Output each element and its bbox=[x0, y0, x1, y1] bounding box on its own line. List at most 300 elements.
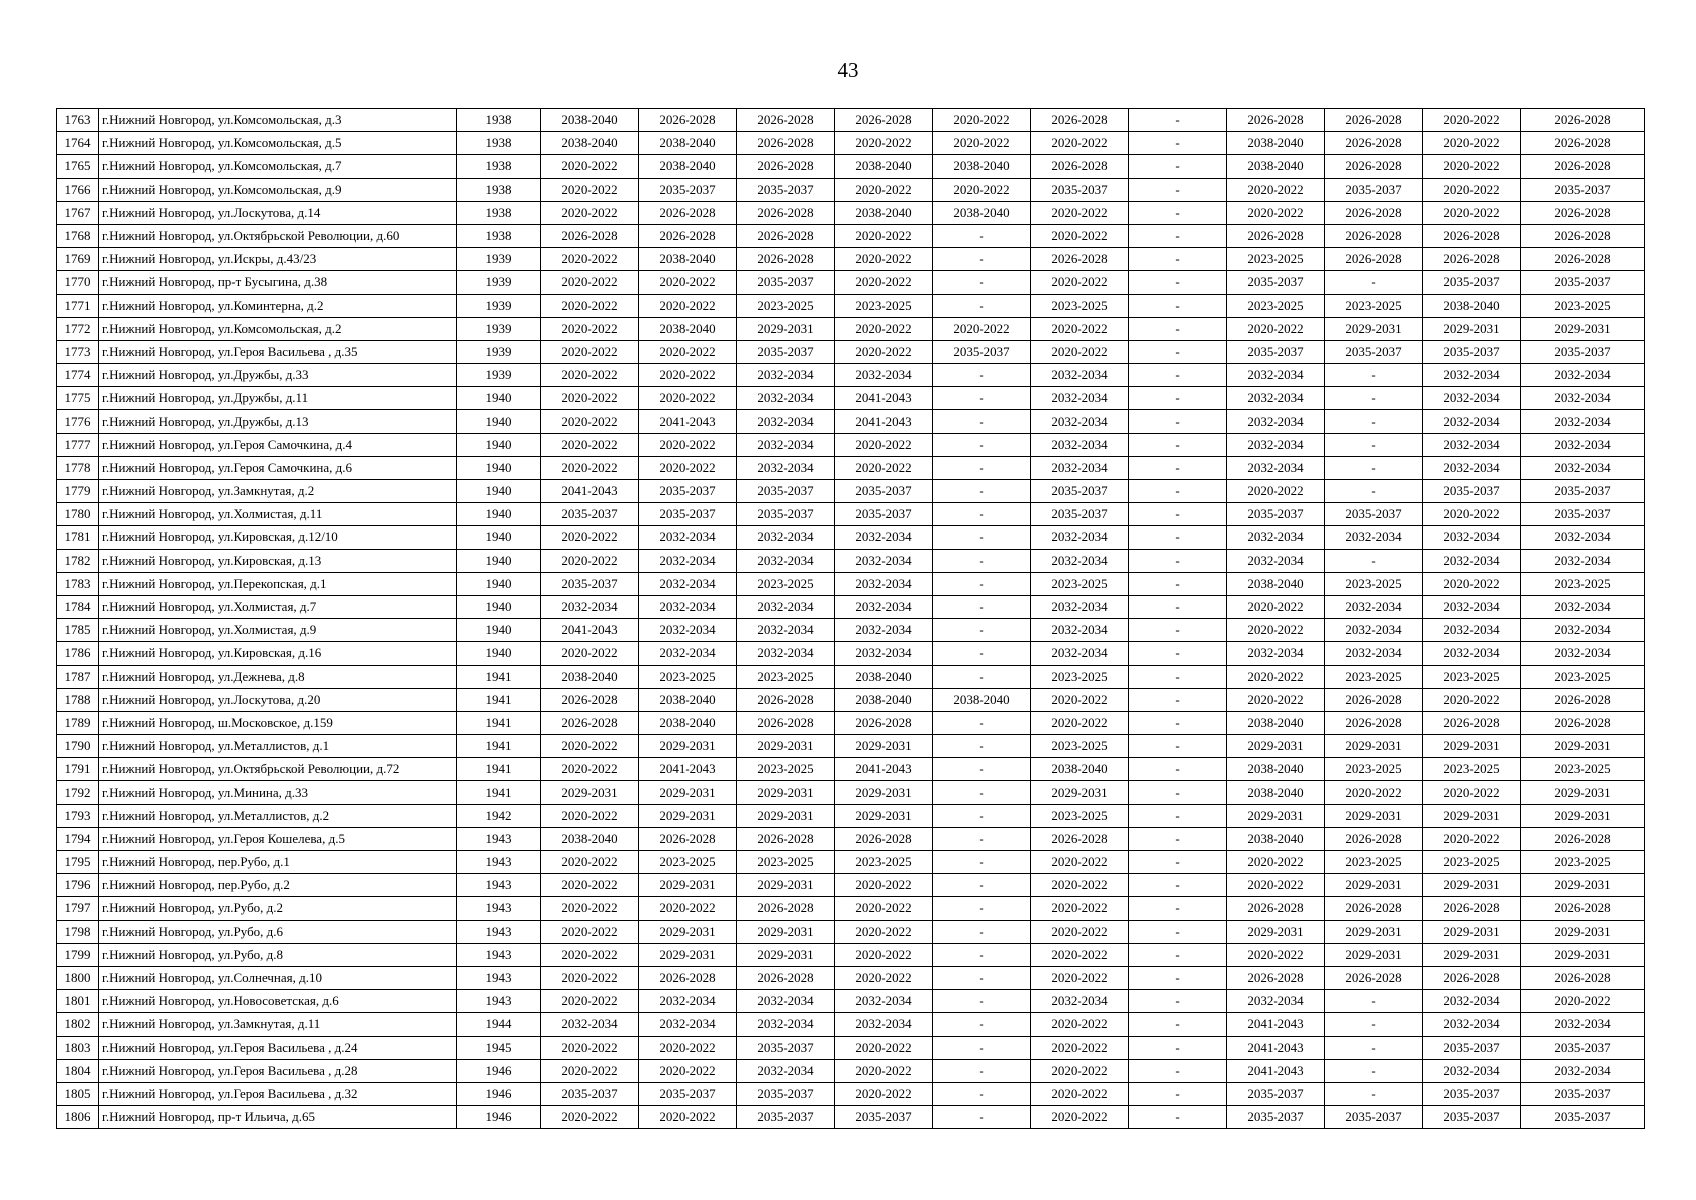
period-cell: 2026-2028 bbox=[1521, 109, 1645, 132]
address-cell: г.Нижний Новгород, ул.Искры, д.43/23 bbox=[99, 248, 457, 271]
row-number-cell: 1776 bbox=[57, 410, 99, 433]
period-cell: - bbox=[1325, 433, 1423, 456]
row-number-cell: 1763 bbox=[57, 109, 99, 132]
period-cell: - bbox=[933, 1013, 1031, 1036]
table-row bbox=[57, 943, 1645, 966]
period-cell: 2032-2034 bbox=[1423, 456, 1521, 479]
period-cell: - bbox=[933, 642, 1031, 665]
period-cell: - bbox=[1325, 1013, 1423, 1036]
year-cell: 1940 bbox=[457, 456, 541, 479]
period-cell: 2020-2022 bbox=[1227, 874, 1325, 897]
table-row bbox=[57, 456, 1645, 479]
period-cell: 2026-2028 bbox=[1521, 248, 1645, 271]
period-cell: - bbox=[933, 1036, 1031, 1059]
period-cell: 2020-2022 bbox=[1031, 688, 1129, 711]
table-row bbox=[57, 595, 1645, 618]
table-row bbox=[57, 410, 1645, 433]
period-cell: 2032-2034 bbox=[835, 990, 933, 1013]
period-cell: 2029-2031 bbox=[1325, 920, 1423, 943]
period-cell: - bbox=[933, 758, 1031, 781]
period-cell: 2020-2022 bbox=[541, 317, 639, 340]
row-number-cell: 1775 bbox=[57, 387, 99, 410]
period-cell: 2026-2028 bbox=[639, 966, 737, 989]
period-cell: 2032-2034 bbox=[1423, 619, 1521, 642]
period-cell: 2038-2040 bbox=[639, 155, 737, 178]
period-cell: - bbox=[1129, 897, 1227, 920]
year-cell: 1946 bbox=[457, 1082, 541, 1105]
year-cell: 1939 bbox=[457, 364, 541, 387]
table-body bbox=[57, 109, 1645, 1129]
period-cell: 2038-2040 bbox=[639, 711, 737, 734]
address-cell: г.Нижний Новгород, ул.Новосоветская, д.6 bbox=[99, 990, 457, 1013]
period-cell: 2032-2034 bbox=[639, 572, 737, 595]
period-cell: 2026-2028 bbox=[1423, 224, 1521, 247]
period-cell: 2020-2022 bbox=[639, 340, 737, 363]
row-number-cell: 1795 bbox=[57, 851, 99, 874]
period-cell: 2032-2034 bbox=[1521, 642, 1645, 665]
period-cell: 2023-2025 bbox=[1227, 248, 1325, 271]
period-cell: 2029-2031 bbox=[1423, 874, 1521, 897]
period-cell: - bbox=[1129, 526, 1227, 549]
period-cell: 2041-2043 bbox=[835, 410, 933, 433]
year-cell: 1941 bbox=[457, 688, 541, 711]
period-cell: 2026-2028 bbox=[1227, 897, 1325, 920]
period-cell: 2020-2022 bbox=[541, 966, 639, 989]
period-cell: 2029-2031 bbox=[639, 943, 737, 966]
year-cell: 1941 bbox=[457, 711, 541, 734]
period-cell: - bbox=[1129, 595, 1227, 618]
table-row bbox=[57, 248, 1645, 271]
period-cell: 2029-2031 bbox=[1227, 920, 1325, 943]
period-cell: - bbox=[933, 966, 1031, 989]
period-cell: - bbox=[1129, 851, 1227, 874]
period-cell: - bbox=[1129, 711, 1227, 734]
table-row bbox=[57, 1059, 1645, 1082]
address-cell: г.Нижний Новгород, ул.Перекопская, д.1 bbox=[99, 572, 457, 595]
address-cell: г.Нижний Новгород, ул.Дружбы, д.11 bbox=[99, 387, 457, 410]
period-cell: 2032-2034 bbox=[1227, 549, 1325, 572]
period-cell: - bbox=[933, 456, 1031, 479]
period-cell: 2041-2043 bbox=[1227, 1059, 1325, 1082]
period-cell: - bbox=[1129, 410, 1227, 433]
address-cell: г.Нижний Новгород, ул.Дружбы, д.33 bbox=[99, 364, 457, 387]
period-cell: 2020-2022 bbox=[835, 1036, 933, 1059]
year-cell: 1944 bbox=[457, 1013, 541, 1036]
period-cell: 2032-2034 bbox=[1227, 410, 1325, 433]
year-cell: 1945 bbox=[457, 1036, 541, 1059]
period-cell: 2020-2022 bbox=[1227, 317, 1325, 340]
year-cell: 1940 bbox=[457, 433, 541, 456]
address-cell: г.Нижний Новгород, пр-т Бусыгина, д.38 bbox=[99, 271, 457, 294]
period-cell: 2020-2022 bbox=[1423, 132, 1521, 155]
period-cell: 2020-2022 bbox=[933, 132, 1031, 155]
period-cell: 2020-2022 bbox=[1031, 224, 1129, 247]
year-cell: 1940 bbox=[457, 549, 541, 572]
period-cell: 2020-2022 bbox=[639, 456, 737, 479]
period-cell: 2020-2022 bbox=[639, 433, 737, 456]
period-cell: 2032-2034 bbox=[639, 549, 737, 572]
period-cell: 2026-2028 bbox=[1325, 109, 1423, 132]
row-number-cell: 1767 bbox=[57, 201, 99, 224]
period-cell: - bbox=[1129, 642, 1227, 665]
period-cell: 2020-2022 bbox=[835, 433, 933, 456]
period-cell: 2023-2025 bbox=[737, 294, 835, 317]
row-number-cell: 1770 bbox=[57, 271, 99, 294]
period-cell: 2020-2022 bbox=[541, 851, 639, 874]
table-row bbox=[57, 920, 1645, 943]
period-cell: 2032-2034 bbox=[1521, 526, 1645, 549]
period-cell: 2023-2025 bbox=[1325, 665, 1423, 688]
period-cell: - bbox=[1325, 364, 1423, 387]
row-number-cell: 1791 bbox=[57, 758, 99, 781]
period-cell: 2020-2022 bbox=[933, 178, 1031, 201]
period-cell: 2020-2022 bbox=[835, 874, 933, 897]
period-cell: - bbox=[1129, 1106, 1227, 1129]
period-cell: 2035-2037 bbox=[1325, 1106, 1423, 1129]
period-cell: 2023-2025 bbox=[1031, 804, 1129, 827]
address-cell: г.Нижний Новгород, ул.Кировская, д.13 bbox=[99, 549, 457, 572]
period-cell: 2020-2022 bbox=[835, 178, 933, 201]
period-cell: 2020-2022 bbox=[1423, 109, 1521, 132]
period-cell: 2026-2028 bbox=[639, 109, 737, 132]
period-cell: 2026-2028 bbox=[737, 109, 835, 132]
period-cell: 2023-2025 bbox=[835, 294, 933, 317]
period-cell: - bbox=[1325, 1036, 1423, 1059]
year-cell: 1938 bbox=[457, 224, 541, 247]
period-cell: 2035-2037 bbox=[835, 503, 933, 526]
period-cell: 2020-2022 bbox=[639, 1036, 737, 1059]
period-cell: 2032-2034 bbox=[1227, 526, 1325, 549]
period-cell: 2020-2022 bbox=[1031, 132, 1129, 155]
period-cell: - bbox=[933, 271, 1031, 294]
period-cell: 2032-2034 bbox=[1521, 433, 1645, 456]
period-cell: 2020-2022 bbox=[933, 109, 1031, 132]
period-cell: 2020-2022 bbox=[541, 410, 639, 433]
period-cell: - bbox=[1129, 1059, 1227, 1082]
period-cell: 2032-2034 bbox=[639, 990, 737, 1013]
period-cell: 2035-2037 bbox=[639, 1082, 737, 1105]
table-row bbox=[57, 1036, 1645, 1059]
period-cell: 2038-2040 bbox=[1423, 294, 1521, 317]
row-number-cell: 1777 bbox=[57, 433, 99, 456]
period-cell: 2032-2034 bbox=[1031, 595, 1129, 618]
table-row bbox=[57, 827, 1645, 850]
period-cell: 2020-2022 bbox=[541, 1059, 639, 1082]
period-cell: 2020-2022 bbox=[1423, 781, 1521, 804]
page-number: 43 bbox=[837, 58, 859, 82]
table-row bbox=[57, 503, 1645, 526]
period-cell: 2029-2031 bbox=[1325, 317, 1423, 340]
address-cell: г.Нижний Новгород, ул.Героя Кошелева, д.5 bbox=[99, 827, 457, 850]
period-cell: 2020-2022 bbox=[1423, 178, 1521, 201]
period-cell: 2032-2034 bbox=[737, 642, 835, 665]
period-cell: 2029-2031 bbox=[737, 874, 835, 897]
period-cell: 2026-2028 bbox=[737, 966, 835, 989]
period-cell: 2026-2028 bbox=[639, 224, 737, 247]
year-cell: 1941 bbox=[457, 665, 541, 688]
period-cell: 2038-2040 bbox=[1227, 132, 1325, 155]
year-cell: 1943 bbox=[457, 943, 541, 966]
period-cell: - bbox=[933, 781, 1031, 804]
period-cell: 2020-2022 bbox=[1227, 480, 1325, 503]
period-cell: 2020-2022 bbox=[639, 1059, 737, 1082]
row-number-cell: 1797 bbox=[57, 897, 99, 920]
year-cell: 1939 bbox=[457, 248, 541, 271]
table-row bbox=[57, 1082, 1645, 1105]
period-cell: 2035-2037 bbox=[1031, 503, 1129, 526]
period-cell: 2035-2037 bbox=[639, 178, 737, 201]
period-cell: - bbox=[933, 549, 1031, 572]
period-cell: 2026-2028 bbox=[737, 155, 835, 178]
period-cell: 2032-2034 bbox=[737, 1013, 835, 1036]
table-row bbox=[57, 990, 1645, 1013]
period-cell: 2020-2022 bbox=[835, 1082, 933, 1105]
period-cell: 2020-2022 bbox=[1031, 1059, 1129, 1082]
period-cell: - bbox=[1129, 294, 1227, 317]
period-cell: 2035-2037 bbox=[1521, 480, 1645, 503]
period-cell: 2032-2034 bbox=[1227, 433, 1325, 456]
period-cell: 2032-2034 bbox=[1423, 595, 1521, 618]
period-cell: 2035-2037 bbox=[541, 503, 639, 526]
period-cell: 2020-2022 bbox=[1031, 317, 1129, 340]
period-cell: 2032-2034 bbox=[737, 619, 835, 642]
period-cell: 2032-2034 bbox=[639, 1013, 737, 1036]
period-cell: - bbox=[933, 1106, 1031, 1129]
period-cell: - bbox=[933, 1059, 1031, 1082]
address-cell: г.Нижний Новгород, ул.Металлистов, д.1 bbox=[99, 735, 457, 758]
row-number-cell: 1802 bbox=[57, 1013, 99, 1036]
period-cell: - bbox=[1129, 874, 1227, 897]
table-row bbox=[57, 851, 1645, 874]
period-cell: 2026-2028 bbox=[1031, 109, 1129, 132]
address-cell: г.Нижний Новгород, ул.Комсомольская, д.3 bbox=[99, 109, 457, 132]
address-cell: г.Нижний Новгород, ул.Замкнутая, д.11 bbox=[99, 1013, 457, 1036]
address-cell: г.Нижний Новгород, ул.Комсомольская, д.5 bbox=[99, 132, 457, 155]
row-number-cell: 1800 bbox=[57, 966, 99, 989]
period-cell: 2026-2028 bbox=[1521, 132, 1645, 155]
period-cell: 2032-2034 bbox=[1423, 364, 1521, 387]
period-cell: 2029-2031 bbox=[1031, 781, 1129, 804]
year-cell: 1942 bbox=[457, 804, 541, 827]
period-cell: 2035-2037 bbox=[1521, 1106, 1645, 1129]
address-cell: г.Нижний Новгород, ул.Лоскутова, д.14 bbox=[99, 201, 457, 224]
row-number-cell: 1784 bbox=[57, 595, 99, 618]
period-cell: 2020-2022 bbox=[1031, 874, 1129, 897]
period-cell: 2032-2034 bbox=[1227, 990, 1325, 1013]
period-cell: 2026-2028 bbox=[1423, 248, 1521, 271]
period-cell: - bbox=[1129, 990, 1227, 1013]
period-cell: 2020-2022 bbox=[835, 317, 933, 340]
period-cell: 2020-2022 bbox=[541, 433, 639, 456]
period-cell: 2032-2034 bbox=[1521, 1013, 1645, 1036]
period-cell: - bbox=[933, 294, 1031, 317]
period-cell: 2020-2022 bbox=[835, 132, 933, 155]
year-cell: 1938 bbox=[457, 155, 541, 178]
period-cell: 2026-2028 bbox=[1423, 711, 1521, 734]
period-cell: 2029-2031 bbox=[639, 920, 737, 943]
period-cell: 2029-2031 bbox=[541, 781, 639, 804]
period-cell: - bbox=[1325, 990, 1423, 1013]
period-cell: 2032-2034 bbox=[1423, 410, 1521, 433]
period-cell: 2032-2034 bbox=[541, 1013, 639, 1036]
table-row bbox=[57, 1106, 1645, 1129]
period-cell: 2020-2022 bbox=[639, 364, 737, 387]
period-cell: 2038-2040 bbox=[1227, 572, 1325, 595]
period-cell: 2023-2025 bbox=[1423, 758, 1521, 781]
period-cell: 2020-2022 bbox=[1227, 943, 1325, 966]
period-cell: 2032-2034 bbox=[737, 1059, 835, 1082]
table-row bbox=[57, 433, 1645, 456]
period-cell: - bbox=[933, 619, 1031, 642]
period-cell: 2023-2025 bbox=[1521, 665, 1645, 688]
period-cell: 2029-2031 bbox=[1521, 735, 1645, 758]
period-cell: 2032-2034 bbox=[1031, 364, 1129, 387]
address-cell: г.Нижний Новгород, ул.Холмистая, д.7 bbox=[99, 595, 457, 618]
table-row bbox=[57, 897, 1645, 920]
period-cell: 2035-2037 bbox=[1521, 178, 1645, 201]
address-cell: г.Нижний Новгород, ул.Героя Васильева , д.24 bbox=[99, 1036, 457, 1059]
period-cell: 2026-2028 bbox=[1423, 897, 1521, 920]
period-cell: 2026-2028 bbox=[541, 688, 639, 711]
period-cell: 2032-2034 bbox=[737, 526, 835, 549]
period-cell: 2020-2022 bbox=[639, 1106, 737, 1129]
period-cell: 2020-2022 bbox=[541, 1036, 639, 1059]
period-cell: 2026-2028 bbox=[1325, 827, 1423, 850]
period-cell: 2020-2022 bbox=[541, 526, 639, 549]
period-cell: 2038-2040 bbox=[541, 665, 639, 688]
period-cell: - bbox=[933, 920, 1031, 943]
schedule-table bbox=[56, 108, 1645, 1129]
period-cell: 2035-2037 bbox=[1423, 1036, 1521, 1059]
period-cell: 2032-2034 bbox=[1521, 595, 1645, 618]
period-cell: 2020-2022 bbox=[835, 966, 933, 989]
period-cell: 2020-2022 bbox=[639, 387, 737, 410]
period-cell: - bbox=[933, 874, 1031, 897]
row-number-cell: 1786 bbox=[57, 642, 99, 665]
period-cell: 2032-2034 bbox=[737, 387, 835, 410]
row-number-cell: 1794 bbox=[57, 827, 99, 850]
period-cell: 2032-2034 bbox=[639, 642, 737, 665]
period-cell: 2029-2031 bbox=[835, 781, 933, 804]
year-cell: 1943 bbox=[457, 897, 541, 920]
table-row bbox=[57, 758, 1645, 781]
period-cell: 2026-2028 bbox=[1325, 688, 1423, 711]
period-cell: 2020-2022 bbox=[541, 990, 639, 1013]
period-cell: - bbox=[933, 665, 1031, 688]
period-cell: - bbox=[1129, 433, 1227, 456]
period-cell: 2023-2025 bbox=[1031, 294, 1129, 317]
period-cell: 2029-2031 bbox=[835, 735, 933, 758]
year-cell: 1940 bbox=[457, 480, 541, 503]
period-cell: 2026-2028 bbox=[1031, 827, 1129, 850]
period-cell: - bbox=[1129, 480, 1227, 503]
period-cell: 2038-2040 bbox=[1227, 781, 1325, 804]
period-cell: 2026-2028 bbox=[1227, 966, 1325, 989]
period-cell: 2035-2037 bbox=[639, 480, 737, 503]
address-cell: г.Нижний Новгород, ул.Рубо, д.6 bbox=[99, 920, 457, 943]
period-cell: 2029-2031 bbox=[1423, 804, 1521, 827]
period-cell: 2026-2028 bbox=[1325, 711, 1423, 734]
period-cell: - bbox=[1129, 665, 1227, 688]
period-cell: 2026-2028 bbox=[1325, 201, 1423, 224]
period-cell: 2032-2034 bbox=[835, 595, 933, 618]
period-cell: 2029-2031 bbox=[737, 804, 835, 827]
period-cell: - bbox=[933, 387, 1031, 410]
table-row bbox=[57, 294, 1645, 317]
period-cell: 2023-2025 bbox=[1227, 294, 1325, 317]
period-cell: 2023-2025 bbox=[737, 758, 835, 781]
period-cell: 2020-2022 bbox=[1227, 595, 1325, 618]
period-cell: - bbox=[933, 804, 1031, 827]
period-cell: - bbox=[933, 1082, 1031, 1105]
period-cell: 2023-2025 bbox=[1325, 758, 1423, 781]
year-cell: 1939 bbox=[457, 340, 541, 363]
period-cell: - bbox=[1129, 758, 1227, 781]
row-number-cell: 1782 bbox=[57, 549, 99, 572]
period-cell: 2032-2034 bbox=[737, 549, 835, 572]
period-cell: - bbox=[933, 480, 1031, 503]
period-cell: 2026-2028 bbox=[639, 827, 737, 850]
period-cell: - bbox=[1325, 1082, 1423, 1105]
period-cell: 2032-2034 bbox=[1227, 456, 1325, 479]
period-cell: - bbox=[933, 897, 1031, 920]
year-cell: 1946 bbox=[457, 1059, 541, 1082]
period-cell: 2035-2037 bbox=[737, 1082, 835, 1105]
period-cell: 2029-2031 bbox=[1227, 735, 1325, 758]
period-cell: 2038-2040 bbox=[835, 155, 933, 178]
period-cell: 2026-2028 bbox=[1325, 966, 1423, 989]
period-cell: 2020-2022 bbox=[1521, 990, 1645, 1013]
period-cell: - bbox=[1129, 966, 1227, 989]
row-number-cell: 1806 bbox=[57, 1106, 99, 1129]
period-cell: 2032-2034 bbox=[1521, 364, 1645, 387]
period-cell: 2032-2034 bbox=[1521, 549, 1645, 572]
period-cell: 2038-2040 bbox=[541, 132, 639, 155]
address-cell: г.Нижний Новгород, ул.Замкнутая, д.2 bbox=[99, 480, 457, 503]
period-cell: 2038-2040 bbox=[639, 688, 737, 711]
period-cell: 2029-2031 bbox=[1521, 317, 1645, 340]
period-cell: 2032-2034 bbox=[1031, 990, 1129, 1013]
period-cell: - bbox=[1129, 920, 1227, 943]
period-cell: 2023-2025 bbox=[639, 851, 737, 874]
period-cell: 2023-2025 bbox=[1521, 851, 1645, 874]
period-cell: 2020-2022 bbox=[835, 248, 933, 271]
period-cell: 2035-2037 bbox=[1423, 340, 1521, 363]
period-cell: 2020-2022 bbox=[1423, 155, 1521, 178]
period-cell: - bbox=[1129, 943, 1227, 966]
period-cell: 2020-2022 bbox=[1031, 966, 1129, 989]
period-cell: 2032-2034 bbox=[835, 1013, 933, 1036]
address-cell: г.Нижний Новгород, ул.Холмистая, д.11 bbox=[99, 503, 457, 526]
period-cell: 2032-2034 bbox=[1227, 387, 1325, 410]
row-number-cell: 1781 bbox=[57, 526, 99, 549]
period-cell: 2032-2034 bbox=[639, 526, 737, 549]
address-cell: г.Нижний Новгород, ул.Рубо, д.2 bbox=[99, 897, 457, 920]
table-row bbox=[57, 966, 1645, 989]
period-cell: 2035-2037 bbox=[835, 480, 933, 503]
period-cell: 2032-2034 bbox=[835, 619, 933, 642]
period-cell: 2026-2028 bbox=[737, 897, 835, 920]
period-cell: 2035-2037 bbox=[1227, 503, 1325, 526]
period-cell: 2023-2025 bbox=[1031, 665, 1129, 688]
period-cell: 2035-2037 bbox=[737, 1106, 835, 1129]
period-cell: 2020-2022 bbox=[1423, 503, 1521, 526]
period-cell: 2029-2031 bbox=[1325, 804, 1423, 827]
year-cell: 1940 bbox=[457, 619, 541, 642]
period-cell: 2035-2037 bbox=[1227, 1106, 1325, 1129]
address-cell: г.Нижний Новгород, ул.Героя Самочкина, д.6 bbox=[99, 456, 457, 479]
period-cell: 2032-2034 bbox=[1325, 619, 1423, 642]
